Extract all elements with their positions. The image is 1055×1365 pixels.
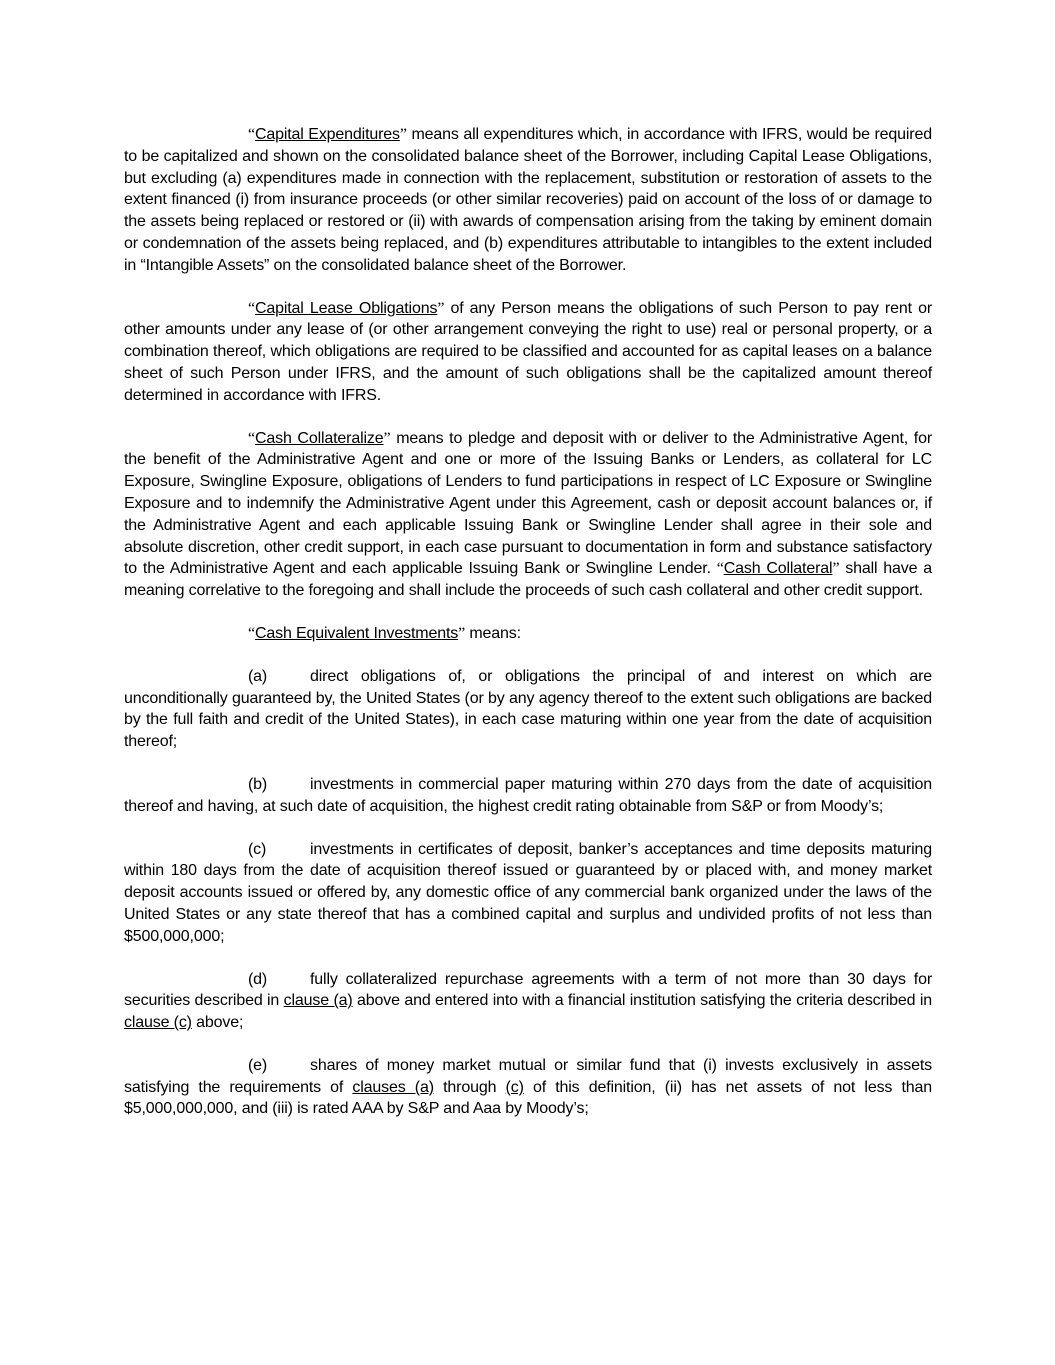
clause-reference: clauses (a) — [352, 1078, 434, 1096]
clause-text: fully collateralized repurchase agreements with a term of not more than 30 days for securities described in — [124, 970, 932, 1010]
open-quote: “ — [248, 429, 255, 447]
open-quote: “ — [248, 126, 255, 143]
close-quote: ” — [399, 126, 407, 143]
defined-term: Cash Equivalent Investments — [254, 624, 459, 642]
clause-b — [124, 774, 932, 818]
clause-d — [124, 969, 932, 1034]
clause-text: shares of money market mutual or similar fund that (i) invests exclusively in assets satisfying the requirements of — [124, 1056, 932, 1096]
close-quote: ” — [437, 299, 445, 317]
clause-c — [124, 839, 932, 948]
defined-term: Capital Lease Obligations — [254, 299, 438, 317]
clause-text: direct obligations of, or obligations the principal of and interest on which are unconditionally guaranteed by, the United States (or by any agency thereof to the extent such obligations are backed by the full faith and credit of the United States), in each case maturing within one year from the date of acquisition thereof; — [124, 667, 932, 751]
definition-text: of any Person means the obligations of such Person to pay rent or other amounts under any lease of (or other arrangement conveying the right to use) real or personal property, or a combination thereof, which obligations are required to be classified and accounted for as capital leases on a balance sheet of such Person under IFRS, and the amount of such obligations shall be the capitalized amount thereof determined in accordance with IFRS. — [124, 299, 932, 404]
definition-cash-equivalent-investments — [124, 623, 932, 645]
close-quote: ” — [458, 624, 466, 642]
open-quote: “ — [248, 299, 255, 317]
defined-term: Capital Expenditures — [254, 126, 400, 143]
clause-e — [124, 1055, 932, 1120]
clause-text: above and entered into with a financial institution satisfying the criteria described in — [352, 992, 932, 1010]
definition-text: means all expenditures which, in accordance with IFRS, would be required to be capitalized and shown on the consolidated balance sheet of the Borrower, including Capital Lease Obligations, but excluding (a) expenditures made in connection with the replacement, substitution or restoration of assets to the extent financed (i) from insurance proceeds (or other similar recoveries) paid on account of the loss of or damage to the assets being replaced or restored or (ii) with awards of compensation arising from the taking by eminent domain or condemnation of the assets being replaced, and (b) expenditures attributable to intangibles to the extent included in “Intangible Assets” on the consolidated balance sheet of the Borrower. — [124, 126, 932, 274]
clause-reference: clause (a) — [283, 992, 353, 1010]
clause-reference: clause (c) — [124, 1014, 192, 1032]
clause-label: (e) — [248, 1056, 268, 1074]
definition-text-secondary: shall have a meaning correlative to the foregoing and shall include the proceeds of such cash collateral and other credit support. — [124, 560, 933, 600]
clause-text: of this definition, (ii) has net assets of not less than $5,000,000,000, and (iii) is rated AAA by S&P and Aaa by Moody’s; — [124, 1078, 933, 1118]
definition-cash-collateralize — [124, 428, 932, 602]
clause-text: through — [433, 1078, 506, 1096]
close-quote: ” — [832, 560, 840, 578]
clause-label: (c) — [248, 840, 267, 858]
definition-capital-lease-obligations — [124, 298, 932, 407]
defined-term-secondary: Cash Collateral — [723, 560, 833, 578]
clause-label: (a) — [248, 667, 268, 685]
definition-text: means: — [465, 624, 521, 642]
clause-label: (d) — [248, 970, 268, 988]
open-quote: “ — [248, 624, 255, 642]
open-quote: “ — [716, 560, 724, 578]
clause-a — [124, 666, 932, 753]
close-quote: ” — [383, 429, 391, 447]
clause-reference: (c) — [505, 1078, 524, 1096]
clause-text: investments in commercial paper maturing within 270 days from the date of acquisition thereof and having, at such date of acquisition, the highest credit rating obtainable from S&P or from Moody’s; — [124, 775, 932, 815]
definition-capital-expenditures — [124, 124, 932, 277]
clause-text: investments in certificates of deposit, banker’s acceptances and time deposits maturing within 180 days from the date of acquisition thereof issued or guaranteed by or placed with, and money market deposit accounts issued or offered by, any domestic office of any commercial bank organized under the laws of the United States or any state thereof that has a combined capital and surplus and undivided profits of not less than $500,000,000; — [124, 840, 932, 945]
clause-label: (b) — [248, 775, 268, 793]
clause-text: above; — [191, 1014, 244, 1032]
defined-term: Cash Collateralize — [254, 429, 384, 447]
document-page — [124, 124, 932, 1141]
definition-text: means to pledge and deposit with or deliver to the Administrative Agent, for the benefit of the Administrative Agent and one or more of the Issuing Banks or Lenders, as collateral for LC Exposure, Swingline Exposure, obligations of Lenders to fund participations in respect of LC Exposure or Swingline Exposure and to indemnify the Administrative Agent under this Agreement, cash or deposit account balances or, if the Administrative Agent and each applicable Issuing Bank or Swingline Lender shall agree in their sole and absolute discretion, other credit support, in each case pursuant to documentation in form and substance satisfactory to the Administrative Agent and each applicable Issuing Bank or Swingline Lender. — [124, 429, 932, 578]
